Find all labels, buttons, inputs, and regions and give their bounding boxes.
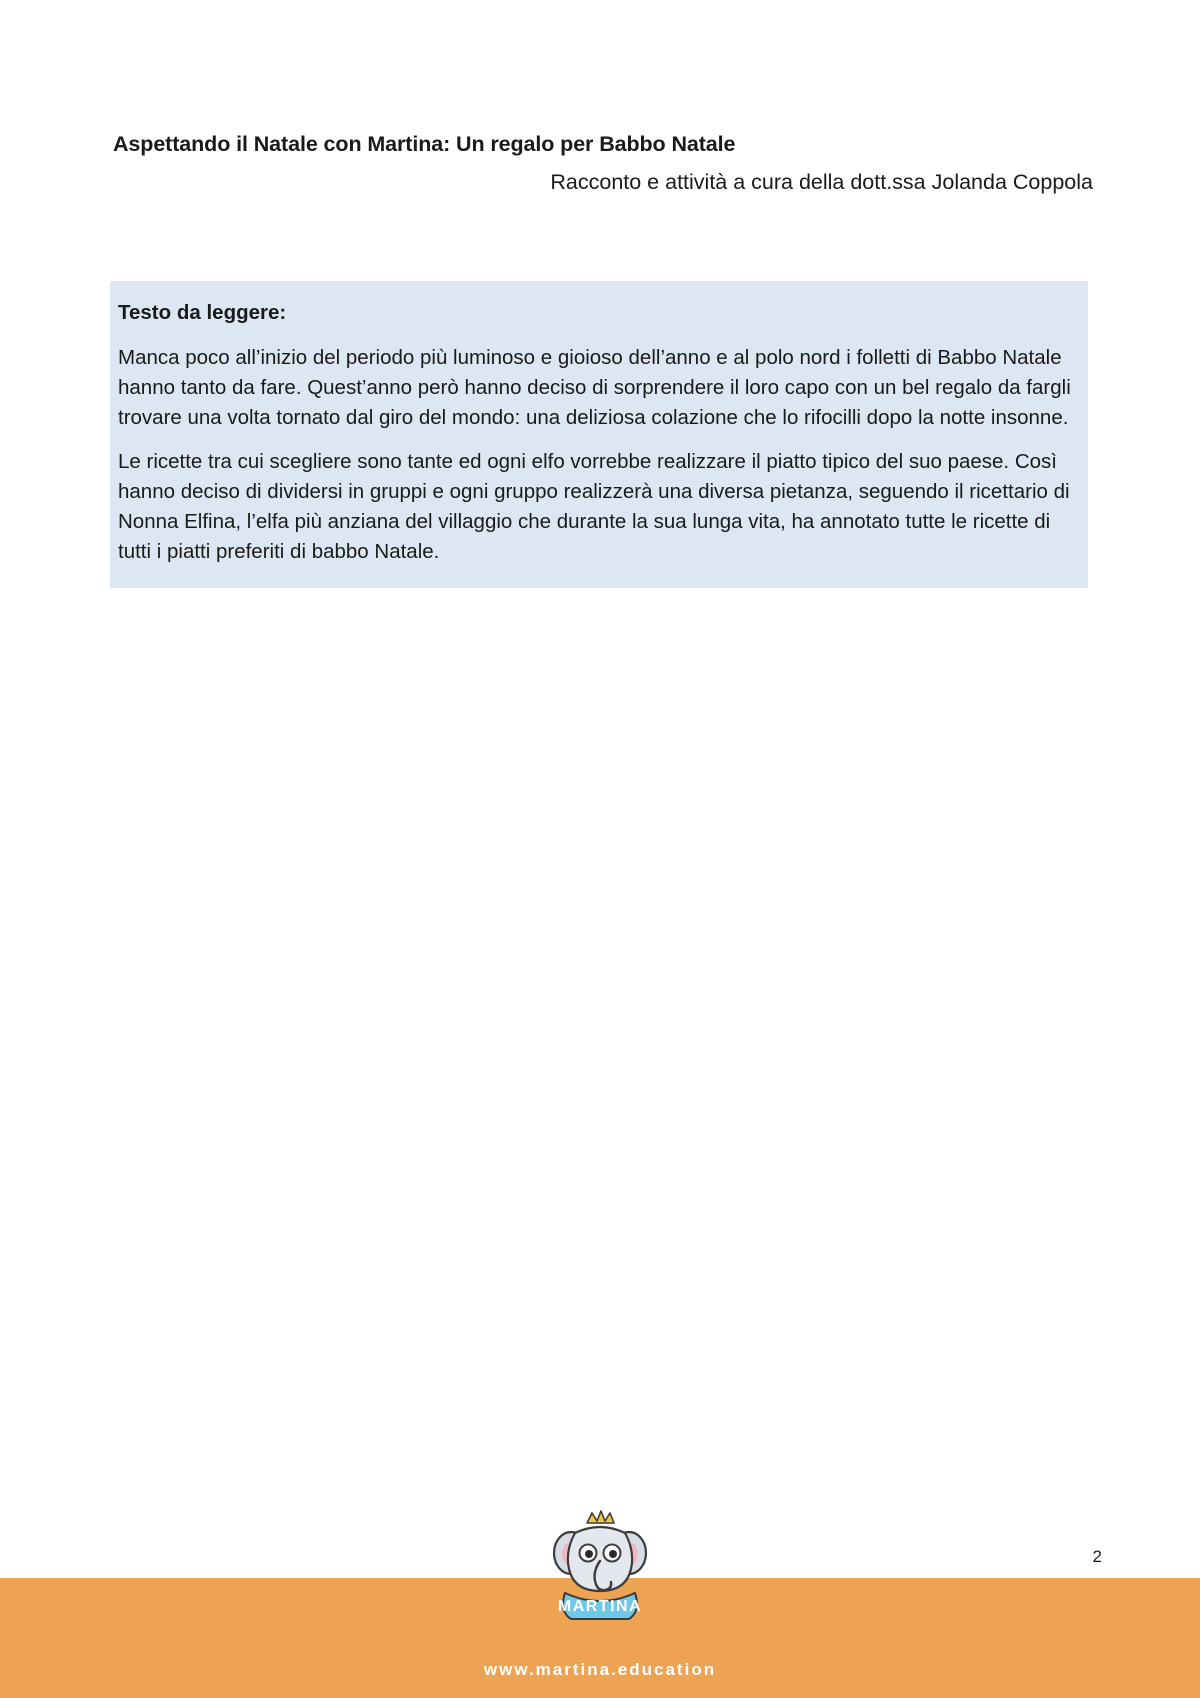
page-title: Aspettando il Natale con Martina: Un regalo per Babbo Natale <box>113 132 736 156</box>
reading-paragraph-1: Manca poco all’inizio del periodo più luminoso e gioioso dell’anno e al polo nord i folletti di Babbo Natale hanno tanto da fare. Quest’anno però hanno deciso di sorprendere il loro capo con un bel regalo da fargli trovare una volta tornato dal giro del mondo: una deliziosa colazione che lo rifocilli dopo la notte insonne. <box>118 345 1071 429</box>
martina-logo <box>535 1501 665 1636</box>
reading-box-heading: Testo da leggere: <box>118 301 287 324</box>
svg-text:MARTINA: MARTINA <box>557 1598 643 1615</box>
page-number: 2 <box>1092 1547 1102 1566</box>
reading-text-box <box>110 281 1088 588</box>
footer-website-url[interactable]: www.martina.education <box>483 1660 717 1679</box>
page-subtitle: Racconto e attività a cura della dott.ssa Jolanda Coppola <box>550 170 1093 194</box>
reading-paragraph-2: Le ricette tra cui scegliere sono tante ed ogni elfo vorrebbe realizzare il piatto tipico del suo paese. Così hanno deciso di dividersi in gruppi e ogni gruppo realizzerà una diversa pietanza, seguendo il ricettario di Nonna Elfina, l’elfa più anziana del villaggio che durante la sua lunga vita, ha annotato tutte le ricette di tutti i piatti preferiti di babbo Natale. <box>118 450 1070 564</box>
